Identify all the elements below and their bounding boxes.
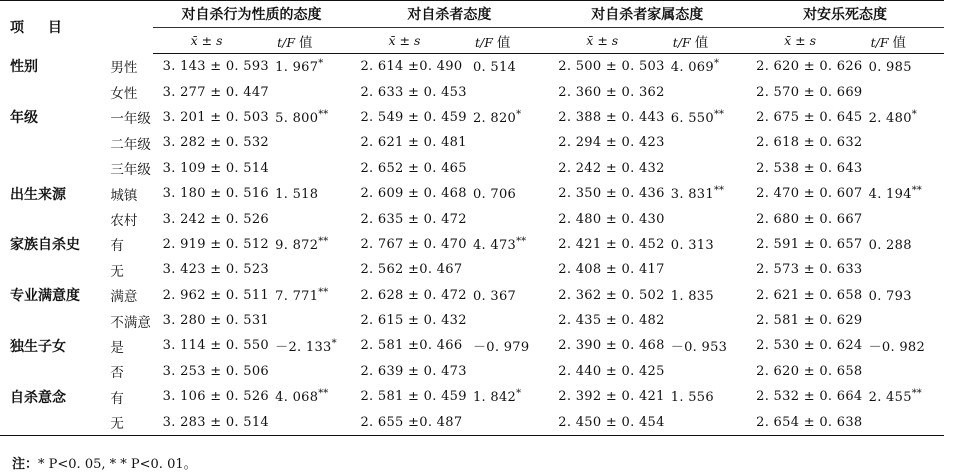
mean-sd-cell: 3. 253 ± 0. 506 (162, 363, 269, 379)
tf-value-cell (865, 333, 944, 358)
tf-value-header (469, 28, 548, 54)
tf-value: 1. 556 (670, 390, 714, 406)
group-header-suicide-behavior: 对自杀行为性质的态度 (153, 1, 351, 28)
mean-sd-cell: 2. 408 ± 0. 417 (558, 262, 665, 278)
table-row (0, 206, 944, 231)
variable-name: 家族自杀史 (10, 236, 80, 253)
tf-value-cell (469, 257, 548, 282)
variable-level: 男性 (110, 60, 138, 76)
significance-marker: ** (318, 286, 329, 298)
mean-sd-header: x̄ ± s (350, 28, 469, 54)
table-body (0, 54, 944, 436)
tf-value-cell (469, 308, 548, 333)
tf-suffix: 值 (694, 34, 709, 50)
tf-value-cell (271, 54, 350, 80)
mean-sd-cell: 2. 621 ± 0. 481 (360, 135, 467, 151)
group-header-family: 对自杀者家属态度 (548, 1, 746, 28)
significance-marker: * (911, 108, 917, 120)
tf-value-cell (271, 333, 350, 358)
tf-value-cell (469, 232, 548, 257)
significance-marker: ** (516, 235, 527, 247)
tf-value: 0. 313 (670, 237, 714, 253)
tf-value: 3. 831 (670, 187, 714, 203)
tf-value-cell (667, 54, 746, 80)
significance-marker: * (516, 388, 522, 400)
tf-value-cell (865, 232, 944, 257)
mean-sd-cell: 3. 282 ± 0. 532 (162, 135, 269, 151)
tf-suffix: 值 (299, 34, 313, 50)
tf-value-header (667, 28, 746, 54)
mean-sd-cell: 2. 962 ± 0. 511 (162, 287, 269, 303)
variable-level: 有 (110, 238, 124, 254)
tf-value-cell (469, 409, 548, 435)
mean-sd-cell: 2. 652 ± 0. 465 (360, 160, 467, 176)
mean-sd-cell: 3. 201 ± 0. 503 (162, 109, 269, 125)
variable-level: 女性 (110, 86, 138, 102)
mean-sd-cell: 2. 635 ± 0. 472 (360, 211, 467, 227)
tf-value-cell (469, 333, 548, 358)
table-row (0, 105, 944, 130)
tf-value: 0. 706 (472, 187, 517, 203)
mean-sd-cell: 3. 242 ± 0. 526 (162, 211, 269, 227)
tf-value: 0. 793 (868, 288, 912, 304)
variable-name: 独生子女 (10, 337, 66, 354)
table-row (0, 359, 944, 384)
tf-value-cell (469, 359, 548, 384)
variable-level: 是 (110, 339, 124, 355)
tf-value-cell (271, 409, 350, 435)
mean-sd-cell: 2. 390 ± 0. 468 (558, 338, 665, 354)
variable-name (0, 359, 96, 384)
tf-value-cell (271, 79, 350, 104)
variable-level: 否 (110, 365, 124, 381)
mean-sd-cell: 2. 500 ± 0. 503 (558, 59, 665, 75)
variable-name (0, 156, 96, 181)
tf-value-cell (667, 283, 746, 308)
tf-value-cell (865, 206, 944, 231)
table-row (0, 333, 944, 358)
mean-sd-cell: 3. 277 ± 0. 447 (162, 84, 269, 100)
variable-name (0, 409, 96, 435)
mean-sd-cell: 3. 109 ± 0. 514 (162, 160, 269, 176)
tf-label: t/F (277, 34, 296, 50)
table-row (0, 409, 944, 435)
tf-value-cell (271, 156, 350, 181)
group-header-euthanasia: 对安乐死态度 (746, 1, 944, 28)
table-row (0, 156, 944, 181)
tf-value-cell (865, 384, 944, 409)
mean-sd-cell: 2. 620 ± 0. 658 (756, 363, 863, 379)
mean-sd-cell: 2. 767 ± 0. 470 (360, 236, 467, 252)
mean-sd-cell: 2. 570 ± 0. 669 (756, 84, 863, 100)
tf-value-cell (865, 359, 944, 384)
tf-value: 7. 771 (275, 288, 319, 304)
variable-level: 有 (110, 390, 124, 406)
group-header-row (0, 1, 944, 28)
variable-level: 一年级 (110, 111, 151, 127)
tf-value: 1. 967 (275, 60, 319, 76)
variable-name: 自杀意念 (10, 388, 66, 405)
tf-value: 2. 480 (868, 110, 912, 126)
variable-name (0, 130, 96, 155)
tf-value: 5. 800 (275, 110, 319, 126)
variable-name: 性别 (10, 58, 38, 75)
mean-sd-cell: 2. 655 ±0. 487 (350, 409, 469, 435)
tf-value-cell (271, 384, 350, 409)
tf-value-cell (667, 130, 746, 155)
footnote-text: * P<0. 05, * * P<0. 01。 (38, 457, 197, 472)
tf-value-header (865, 28, 944, 54)
tf-value-cell (865, 181, 944, 206)
tf-value-cell (865, 409, 944, 435)
tf-value-cell (469, 79, 548, 104)
tf-value-cell (667, 384, 746, 409)
tf-value-cell (865, 105, 944, 130)
tf-value-cell (271, 105, 350, 130)
mean-sd-cell: 2. 435 ± 0. 482 (558, 313, 665, 329)
tf-value-cell (271, 359, 350, 384)
tf-value-cell (667, 308, 746, 333)
mean-sd-cell: 2. 581 ± 0. 629 (756, 313, 863, 329)
variable-level: 无 (96, 409, 152, 435)
mean-sd-cell: 2. 530 ± 0. 624 (756, 338, 863, 354)
tf-value-cell (865, 130, 944, 155)
variable-level: 农村 (110, 213, 138, 229)
mean-sd-cell: 3. 180 ± 0. 516 (162, 186, 269, 202)
mean-sd-cell: 2. 581 ±0. 466 (360, 338, 463, 354)
table-row (0, 384, 944, 409)
tf-value-cell (667, 409, 746, 435)
tf-value-cell (865, 257, 944, 282)
footnote (12, 453, 197, 472)
mean-sd-cell: 2. 549 ± 0. 459 (360, 109, 467, 125)
tf-value: 1. 835 (670, 288, 714, 304)
variable-level: 三年级 (110, 162, 151, 178)
mean-sd-cell: 2. 618 ± 0. 632 (756, 135, 863, 151)
tf-value-cell (865, 79, 944, 104)
mean-sd-cell: 2. 242 ± 0. 432 (558, 160, 665, 176)
mean-sd-cell: 2. 294 ± 0. 423 (558, 135, 665, 151)
mean-sd-cell: 2. 440 ± 0. 425 (558, 363, 665, 379)
table-row (0, 257, 944, 282)
variable-level: 城镇 (110, 187, 138, 203)
tf-value: －0. 982 (868, 340, 926, 356)
tf-value-cell (469, 105, 548, 130)
tf-value: －2. 133 (275, 340, 332, 356)
mean-sd-cell: 2. 392 ± 0. 421 (558, 389, 665, 405)
tf-value-header (271, 28, 350, 54)
mean-sd-cell: 2. 633 ± 0. 453 (360, 84, 467, 100)
table-row (0, 181, 944, 206)
mean-sd-cell: 2. 362 ± 0. 502 (558, 287, 665, 303)
table-row (0, 232, 944, 257)
variable-name: 出生来源 (10, 185, 66, 202)
mean-sd-cell: 2. 470 ± 0. 607 (756, 186, 863, 202)
tf-value: 9. 872 (275, 237, 319, 253)
significance-marker: * (516, 108, 522, 120)
mean-sd-cell: 3. 283 ± 0. 514 (153, 409, 272, 435)
table-row (0, 283, 944, 308)
tf-value: 4. 068 (275, 390, 319, 406)
variable-name (0, 206, 96, 231)
tf-value: 4. 194 (868, 187, 912, 203)
tf-value: 2. 820 (472, 110, 517, 126)
mean-sd-cell: 2. 360 ± 0. 362 (558, 84, 665, 100)
tf-value: －0. 979 (472, 340, 530, 356)
footnote-label: 注： (12, 456, 39, 471)
tf-value-cell (667, 181, 746, 206)
tf-value: 2. 455 (868, 390, 912, 406)
mean-sd-cell: 2. 562 ±0. 467 (360, 262, 463, 278)
mean-sd-cell: 3. 143 ± 0. 593 (162, 59, 269, 75)
tf-value-cell (469, 54, 548, 80)
significance-marker: ** (713, 108, 724, 120)
mean-sd-cell: 2. 609 ± 0. 468 (360, 186, 467, 202)
tf-value: 0. 288 (868, 237, 912, 253)
tf-value: 0. 367 (472, 288, 517, 304)
mean-sd-cell: 3. 114 ± 0. 550 (162, 338, 269, 354)
mean-sd-cell: 2. 573 ± 0. 633 (756, 262, 863, 278)
mean-sd-cell: 2. 919 ± 0. 512 (162, 236, 269, 252)
tf-label: t/F (474, 34, 493, 50)
item-column-header: 项 目 (10, 19, 72, 36)
variable-level: 二年级 (110, 136, 151, 152)
tf-value: 1. 842 (472, 390, 517, 406)
tf-value-cell (271, 232, 350, 257)
mean-sd-cell: 2. 350 ± 0. 436 (558, 186, 665, 202)
tf-value-cell (865, 54, 944, 80)
tf-value: 0. 514 (472, 60, 517, 76)
tf-value: 0. 985 (868, 60, 912, 76)
significance-marker: ** (713, 185, 724, 197)
mean-sd-cell: 2. 615 ± 0. 432 (360, 313, 467, 329)
tf-value-cell (271, 308, 350, 333)
mean-sd-header: x̄ ± s (548, 28, 667, 54)
significance-marker: ** (911, 185, 922, 197)
mean-sd-cell: 3. 106 ± 0. 526 (162, 389, 269, 405)
tf-value-cell (271, 130, 350, 155)
tf-suffix: 值 (892, 34, 907, 50)
mean-sd-cell: 2. 538 ± 0. 643 (756, 160, 863, 176)
group-header-suicide-person: 对自杀者态度 (350, 1, 548, 28)
tf-value: 1. 518 (275, 187, 319, 203)
significance-marker: ** (318, 388, 329, 400)
mean-sd-cell: 3. 423 ± 0. 523 (162, 262, 269, 278)
tf-value-cell (667, 79, 746, 104)
tf-value-cell (469, 156, 548, 181)
mean-sd-cell: 2. 388 ± 0. 443 (558, 109, 665, 125)
significance-marker: * (713, 58, 719, 70)
tf-value-cell (271, 283, 350, 308)
mean-sd-cell: 2. 591 ± 0. 657 (756, 236, 863, 252)
variable-name (0, 308, 96, 333)
mean-sd-cell: 2. 450 ± 0. 454 (548, 409, 667, 435)
mean-sd-cell: 2. 581 ± 0. 459 (360, 389, 467, 405)
mean-sd-cell: 2. 675 ± 0. 645 (756, 109, 863, 125)
tf-value-cell (469, 384, 548, 409)
significance-marker: ** (911, 388, 922, 400)
mean-sd-cell: 2. 620 ± 0. 626 (756, 59, 863, 75)
tf-value-cell (667, 156, 746, 181)
mean-sd-cell: 2. 480 ± 0. 430 (558, 211, 665, 227)
table-row (0, 54, 944, 80)
tf-value-cell (271, 181, 350, 206)
mean-sd-cell: 2. 614 ±0. 490 (360, 59, 463, 75)
mean-sd-cell: 2. 621 ± 0. 658 (756, 287, 863, 303)
variable-level: 不满意 (110, 314, 151, 330)
tf-value-cell (469, 206, 548, 231)
variable-name: 年级 (10, 109, 38, 126)
tf-value-cell (469, 283, 548, 308)
tf-value-cell (667, 105, 746, 130)
tf-value: －0. 953 (670, 340, 728, 356)
significance-marker: ** (318, 108, 329, 120)
mean-sd-cell: 2. 628 ± 0. 472 (360, 287, 467, 303)
tf-value-cell (271, 206, 350, 231)
significance-marker: * (318, 58, 324, 70)
mean-sd-cell: 2. 421 ± 0. 452 (558, 236, 665, 252)
variable-name (0, 79, 96, 104)
tf-value-cell (667, 333, 746, 358)
mean-sd-cell: 3. 280 ± 0. 531 (162, 313, 269, 329)
mean-sd-cell: 2. 654 ± 0. 638 (746, 409, 865, 435)
significance-marker: * (331, 338, 337, 350)
table-row (0, 308, 944, 333)
tf-value-cell (667, 232, 746, 257)
table-row (0, 79, 944, 104)
tf-value-cell (667, 206, 746, 231)
variable-level: 满意 (110, 289, 138, 305)
mean-sd-header: x̄ ± s (746, 28, 865, 54)
table-row (0, 130, 944, 155)
significance-marker: ** (318, 235, 329, 247)
tf-value-cell (469, 181, 548, 206)
tf-label: t/F (870, 34, 889, 50)
tf-value: 4. 473 (472, 237, 517, 253)
tf-value-cell (865, 283, 944, 308)
tf-value-cell (865, 308, 944, 333)
variable-level: 无 (110, 263, 124, 279)
variable-name (0, 257, 96, 282)
mean-sd-cell: 2. 680 ± 0. 667 (756, 211, 863, 227)
tf-value-cell (667, 257, 746, 282)
tf-value-cell (469, 130, 548, 155)
mean-sd-cell: 2. 639 ± 0. 473 (360, 363, 467, 379)
mean-sd-cell: 2. 532 ± 0. 664 (756, 389, 863, 405)
tf-value: 4. 069 (670, 60, 714, 76)
tf-label: t/F (672, 34, 691, 50)
tf-value: 6. 550 (670, 110, 714, 126)
tf-value-cell (271, 257, 350, 282)
tf-value-cell (667, 359, 746, 384)
mean-sd-header: x̄ ± s (153, 28, 272, 54)
variable-name: 专业满意度 (10, 287, 80, 304)
tf-suffix: 值 (496, 34, 511, 50)
tf-value-cell (865, 156, 944, 181)
